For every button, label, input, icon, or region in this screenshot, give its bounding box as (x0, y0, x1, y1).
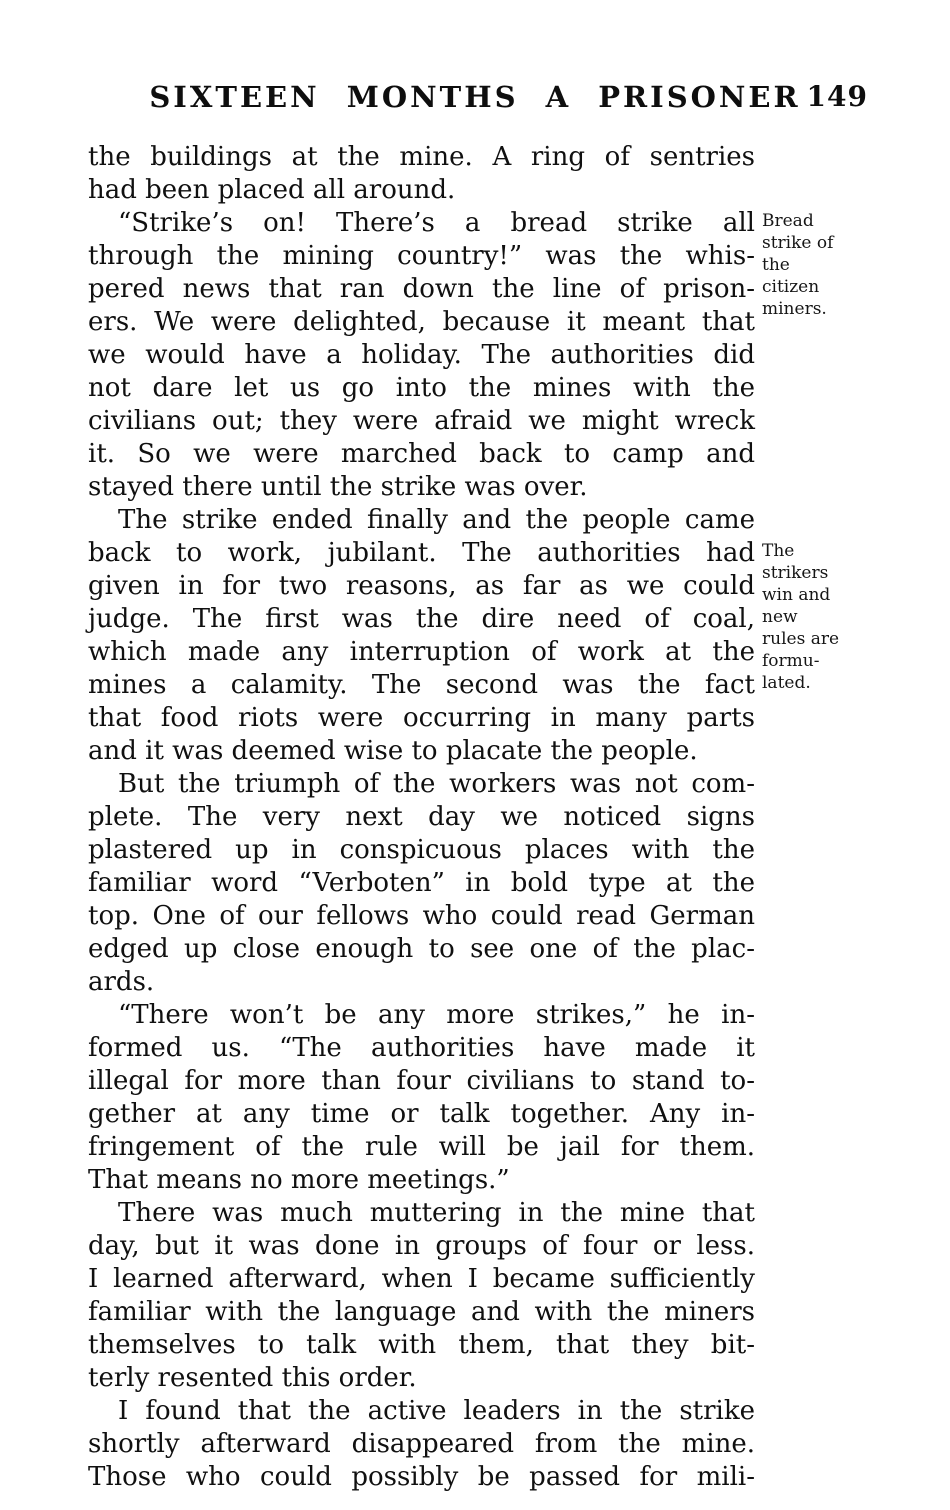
text-line: top. One of our fellows who could read German (88, 901, 755, 931)
text-line: “Strike’s on! There’s a bread strike all (118, 208, 755, 238)
text-line: day, but it was done in groups of four or less. (88, 1231, 755, 1261)
text-line: But the triumph of the workers was not com- (118, 769, 755, 799)
paragraph-verboten-signs (88, 768, 755, 999)
text-line: plastered up in conspicuous places with the (88, 835, 755, 865)
text-line: formu- (762, 651, 820, 671)
text-line: we would have a holiday. The authorities did (88, 340, 755, 370)
text-line: judge. The first was the dire need of coal, (88, 604, 755, 634)
margin-note-bread-strike (762, 210, 882, 320)
text-line: That means no more meetings.” (88, 1165, 510, 1195)
text-line: fringement of the rule will be jail for them. (88, 1132, 755, 1162)
text-line: miners. (762, 299, 827, 319)
text-line: familiar with the language and with the miners (88, 1297, 755, 1327)
text-line: formed us. “The authorities have made it (88, 1033, 755, 1063)
text-line: Bread (762, 211, 814, 231)
page-header (0, 80, 950, 114)
paragraph-leaders-disappeared (88, 1395, 755, 1494)
text-line: “There won’t be any more strikes,” he in- (118, 1000, 755, 1030)
text-line: I found that the active leaders in the strike (118, 1396, 755, 1426)
text-line: familiar word “Verboten” in bold type at the (88, 868, 755, 898)
text-line: themselves to talk with them, that they bit- (88, 1330, 755, 1360)
text-line: ers. We were delighted, because it meant that (88, 307, 755, 337)
text-line: rules are (762, 629, 840, 649)
text-line: shortly afterward disappeared from the mine. (88, 1429, 755, 1459)
text-line: terly resented this order. (88, 1363, 417, 1393)
text-line: pered news that ran down the line of prison- (88, 274, 755, 304)
text-line: illegal for more than four civilians to stand to- (88, 1066, 755, 1096)
running-title: SIXTEEN MONTHS A PRISONER (149, 80, 801, 114)
text-line: civilians out; they were afraid we might wreck (88, 406, 755, 436)
text-line: and it was deemed wise to placate the people. (88, 736, 698, 766)
text-line: I learned afterward, when I became sufficiently (88, 1264, 755, 1294)
text-line: ards. (88, 967, 155, 997)
paragraph-continuation (88, 141, 755, 207)
text-line: strikers (762, 563, 829, 583)
text-line: the (762, 255, 790, 275)
text-line: back to work, jubilant. The authorities had (88, 538, 755, 568)
text-line: gether at any time or talk together. Any in- (88, 1099, 755, 1129)
text-line: Those who could possibly be passed for mili- (88, 1462, 755, 1492)
paragraph-strike-ended (88, 504, 840, 768)
text-line: The (762, 541, 795, 561)
text-line: lated. (762, 673, 811, 693)
paragraph-muttering (88, 1197, 755, 1395)
text-line: strike of (762, 233, 834, 253)
page-number: 149 (806, 80, 868, 113)
text-line: win and (762, 585, 831, 605)
margin-note-strikers-win (762, 540, 882, 694)
text-line: new (762, 607, 798, 627)
text-line: plete. The very next day we noticed signs (88, 802, 755, 832)
text-line: citizen (762, 277, 820, 297)
text-line: edged up close enough to see one of the plac- (88, 934, 755, 964)
text-line: it. So we were marched back to camp and (88, 439, 755, 469)
text-line: stayed there until the strike was over. (88, 472, 588, 502)
text-line: which made any interruption of work at the (88, 637, 755, 667)
page-body (88, 141, 840, 1494)
text-line: mines a calamity. The second was the fact (88, 670, 755, 700)
text-line: given in for two reasons, as far as we could (88, 571, 755, 601)
text-line: had been placed all around. (88, 175, 456, 205)
paragraph-bread-strike (88, 207, 834, 504)
text-line: not dare let us go into the mines with the (88, 373, 755, 403)
text-line: The strike ended finally and the people came (118, 505, 755, 535)
text-line: through the mining country!” was the whis- (88, 241, 755, 271)
paragraph-no-more-strikes (88, 999, 755, 1197)
text-line: the buildings at the mine. A ring of sentries (88, 142, 755, 172)
text-line: that food riots were occurring in many parts (88, 703, 755, 733)
text-line: There was much muttering in the mine that (118, 1198, 755, 1228)
